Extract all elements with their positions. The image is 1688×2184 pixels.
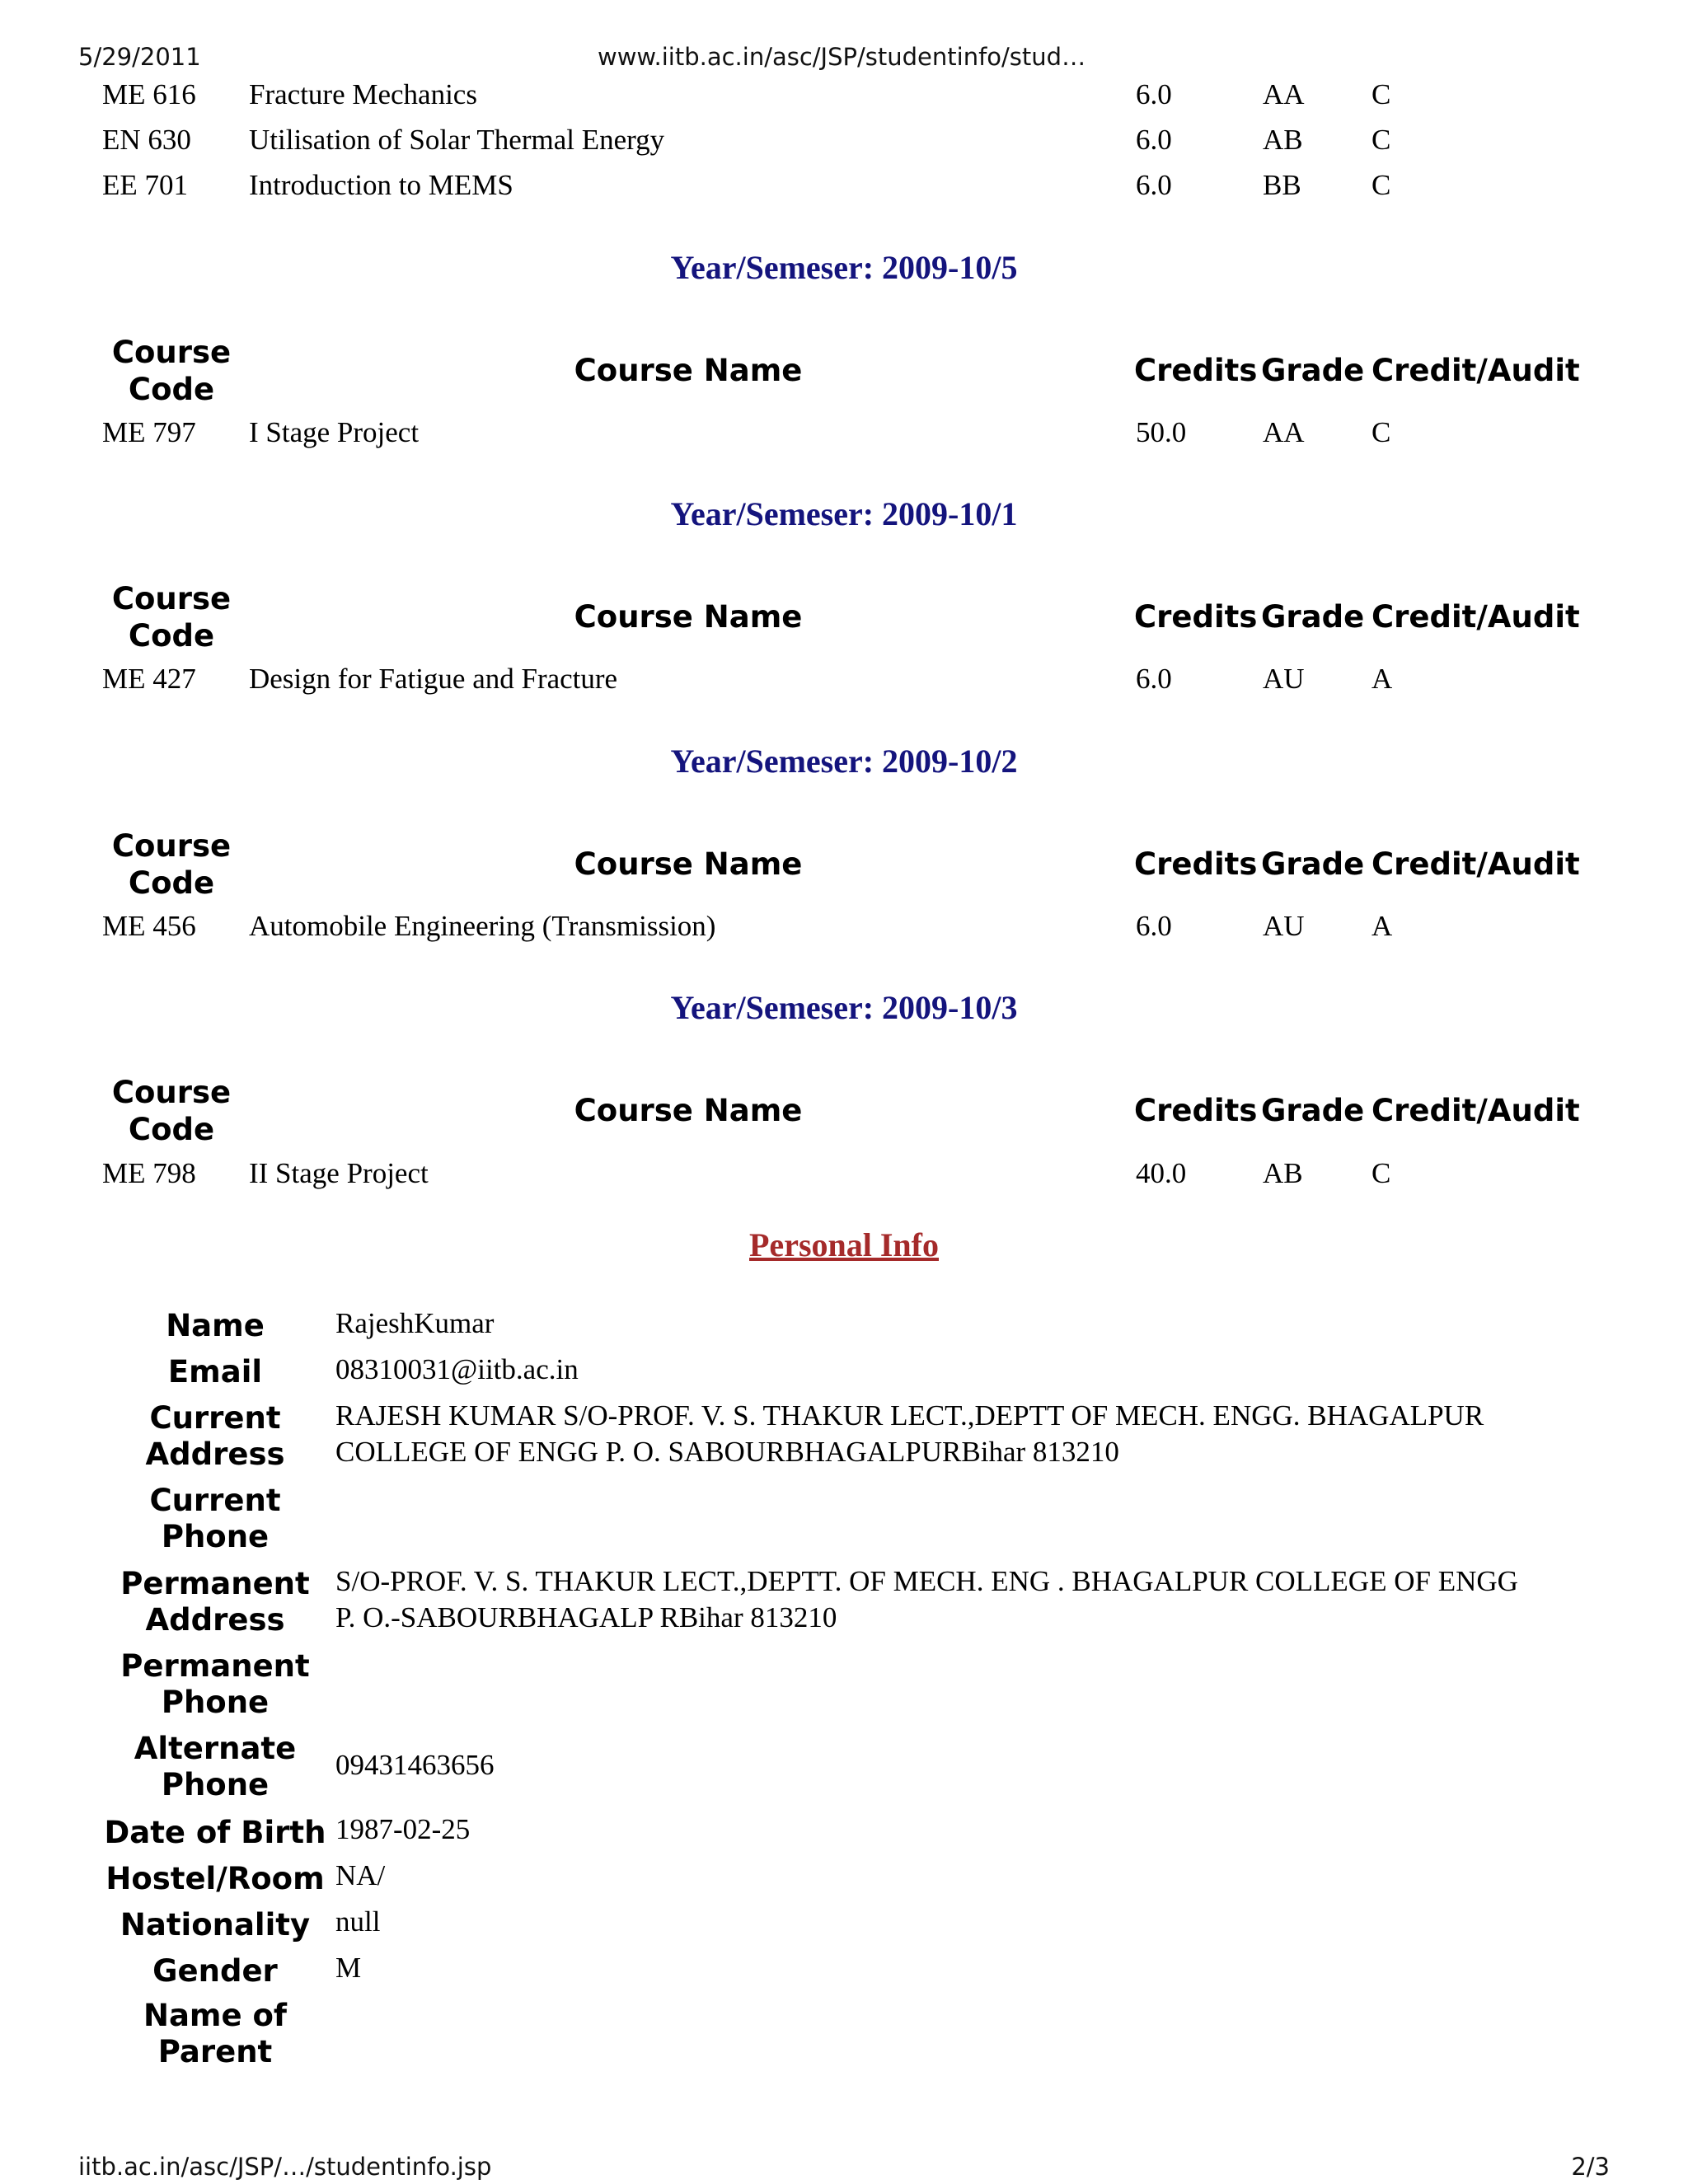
- header-course-code-line2: Code: [128, 618, 215, 654]
- header-course-code-line1: Course: [111, 335, 232, 370]
- course-credits: 40.0: [1136, 1157, 1187, 1189]
- course-credits: 6.0: [1136, 124, 1172, 156]
- header-credits: Credits: [1134, 1093, 1258, 1128]
- header-grade: Grade: [1261, 353, 1365, 388]
- course-name: I Stage Project: [249, 416, 420, 448]
- course-grade: BB: [1263, 169, 1301, 201]
- header-course-name: Course Name: [574, 1093, 803, 1128]
- header-grade: Grade: [1261, 846, 1365, 882]
- course-grade: AB: [1263, 124, 1303, 156]
- header-course-name: Course Name: [574, 353, 803, 388]
- course-code: ME 427: [102, 663, 196, 695]
- course-credit-audit: A: [1372, 910, 1393, 942]
- print-header: [78, 43, 1610, 76]
- email-value: 08310031@iitb.ac.in: [335, 1353, 579, 1385]
- parent-name-label-line1: Name of: [143, 1998, 287, 2033]
- header-course-code-line2: Code: [128, 1112, 215, 1147]
- header-grade: Grade: [1261, 1093, 1365, 1128]
- current-phone-label-line1: Current: [149, 1483, 281, 1518]
- gender-value: M: [335, 1952, 362, 1984]
- current-address-value: [335, 1398, 1605, 1470]
- course-credits: 50.0: [1136, 416, 1187, 448]
- course-code: ME 456: [102, 910, 196, 942]
- header-course-code-line1: Course: [111, 1075, 232, 1110]
- header-grade: Grade: [1261, 599, 1365, 635]
- header-course-code: [97, 334, 246, 408]
- table-row: [0, 906, 1688, 947]
- semester-title: Year/Semeser: 2009-10/1: [670, 495, 1018, 532]
- course-name: Introduction to MEMS: [249, 169, 513, 201]
- course-code: ME 616: [102, 78, 196, 110]
- table-row: [0, 1153, 1688, 1194]
- header-credits: Credits: [1134, 599, 1258, 635]
- course-credit-audit: A: [1372, 663, 1393, 695]
- course-code: ME 798: [102, 1157, 196, 1189]
- print-footer-path: iitb.ac.in/asc/JSP/…/studentinfo.jsp: [78, 2153, 492, 2181]
- parent-name-label-line2: Parent: [157, 2034, 273, 2069]
- course-name: Automobile Engineering (Transmission): [249, 910, 716, 942]
- course-name: Utilisation of Solar Thermal Energy: [249, 124, 665, 156]
- course-grade: AA: [1263, 416, 1305, 448]
- permanent-address-line1: S/O-PROF. V. S. THAKUR LECT.,DEPTT. OF MECH. ENG . BHAGALPUR COLLEGE OF ENGG: [335, 1565, 1518, 1597]
- header-course-code: [97, 827, 246, 902]
- course-grade: AU: [1263, 663, 1305, 695]
- current-address-line2: COLLEGE OF ENGG P. O. SABOURBHAGALPURBihar 813210: [335, 1436, 1119, 1468]
- course-credits: 6.0: [1136, 169, 1172, 201]
- nationality-value: null: [335, 1905, 381, 1938]
- name-value: RajeshKumar: [335, 1307, 495, 1339]
- table-row: [0, 658, 1688, 700]
- permanent-phone-label-line2: Phone: [161, 1685, 270, 1720]
- table-row: [0, 120, 1688, 161]
- print-url: www.iitb.ac.in/asc/JSP/studentinfo/stud…: [598, 43, 1086, 71]
- permanent-address-label: [99, 1566, 331, 1638]
- current-phone-label: [99, 1483, 331, 1555]
- semester-title: Year/Semeser: 2009-10/3: [670, 989, 1018, 1026]
- permanent-phone-label: [99, 1648, 331, 1721]
- parent-name-label: [99, 1998, 331, 2070]
- current-address-label-line2: Address: [145, 1436, 285, 1472]
- personal-info-title: Personal Info: [749, 1226, 939, 1263]
- table-row: [0, 74, 1688, 115]
- nationality-label: Nationality: [120, 1907, 311, 1943]
- course-credit-audit: C: [1372, 78, 1391, 110]
- gender-label: Gender: [152, 1953, 278, 1989]
- course-credit-audit: C: [1372, 124, 1391, 156]
- table-row: [0, 412, 1688, 453]
- course-credit-audit: C: [1372, 416, 1391, 448]
- header-credits: Credits: [1134, 353, 1258, 388]
- print-footer: [78, 2153, 1610, 2182]
- course-credit-audit: C: [1372, 1157, 1391, 1189]
- alternate-phone-label: [99, 1731, 331, 1803]
- table-row: [0, 165, 1688, 206]
- hostel-room-label: Hostel/Room: [106, 1861, 325, 1896]
- current-address-label: [99, 1400, 331, 1473]
- dob-label: Date of Birth: [104, 1815, 326, 1850]
- course-credits: 6.0: [1136, 910, 1172, 942]
- header-course-code-line2: Code: [128, 372, 215, 407]
- header-course-name: Course Name: [574, 599, 803, 635]
- alternate-phone-label-line1: Alternate: [134, 1731, 297, 1766]
- course-name: II Stage Project: [249, 1157, 429, 1189]
- alternate-phone-value: 09431463656: [335, 1749, 495, 1781]
- course-credit-audit: C: [1372, 169, 1391, 201]
- name-label: Name: [166, 1308, 265, 1343]
- semester-title: Year/Semeser: 2009-10/2: [670, 743, 1018, 780]
- course-credits: 6.0: [1136, 78, 1172, 110]
- course-grade: AB: [1263, 1157, 1303, 1189]
- header-course-code: [97, 1074, 246, 1148]
- permanent-address-value: [335, 1563, 1605, 1636]
- course-code: EN 630: [102, 124, 191, 156]
- course-code: EE 701: [102, 169, 189, 201]
- header-course-code-line1: Course: [111, 581, 232, 616]
- permanent-phone-label-line1: Permanent: [120, 1648, 310, 1684]
- page-number: 2/3: [1571, 2153, 1610, 2181]
- course-name: Fracture Mechanics: [249, 78, 477, 110]
- header-credit-audit: Credit/Audit: [1372, 353, 1580, 388]
- header-credits: Credits: [1134, 846, 1258, 882]
- course-grade: AU: [1263, 910, 1305, 942]
- header-credit-audit: Credit/Audit: [1372, 846, 1580, 882]
- course-credits: 6.0: [1136, 663, 1172, 695]
- header-course-code-line2: Code: [128, 865, 215, 901]
- header-course-code-line1: Course: [111, 828, 232, 864]
- alternate-phone-label-line2: Phone: [161, 1767, 270, 1802]
- permanent-address-line2: P. O.-SABOURBHAGALP RBihar 813210: [335, 1601, 837, 1633]
- email-label: Email: [167, 1354, 263, 1390]
- dob-value: 1987-02-25: [335, 1813, 471, 1845]
- current-phone-label-line2: Phone: [161, 1519, 270, 1554]
- semester-title: Year/Semeser: 2009-10/5: [670, 249, 1018, 286]
- header-course-name: Course Name: [574, 846, 803, 882]
- header-credit-audit: Credit/Audit: [1372, 599, 1580, 635]
- permanent-address-label-line1: Permanent: [120, 1566, 310, 1601]
- permanent-address-label-line2: Address: [145, 1602, 285, 1638]
- current-address-line1: RAJESH KUMAR S/O-PROF. V. S. THAKUR LECT.,DEPTT OF MECH. ENGG. BHAGALPUR: [335, 1399, 1484, 1432]
- hostel-room-value: NA/: [335, 1859, 386, 1891]
- course-code: ME 797: [102, 416, 196, 448]
- print-date: 5/29/2011: [78, 43, 201, 71]
- header-course-code: [97, 580, 246, 654]
- header-credit-audit: Credit/Audit: [1372, 1093, 1580, 1128]
- course-grade: AA: [1263, 78, 1305, 110]
- current-address-label-line1: Current: [149, 1400, 281, 1436]
- course-name: Design for Fatigue and Fracture: [249, 663, 618, 695]
